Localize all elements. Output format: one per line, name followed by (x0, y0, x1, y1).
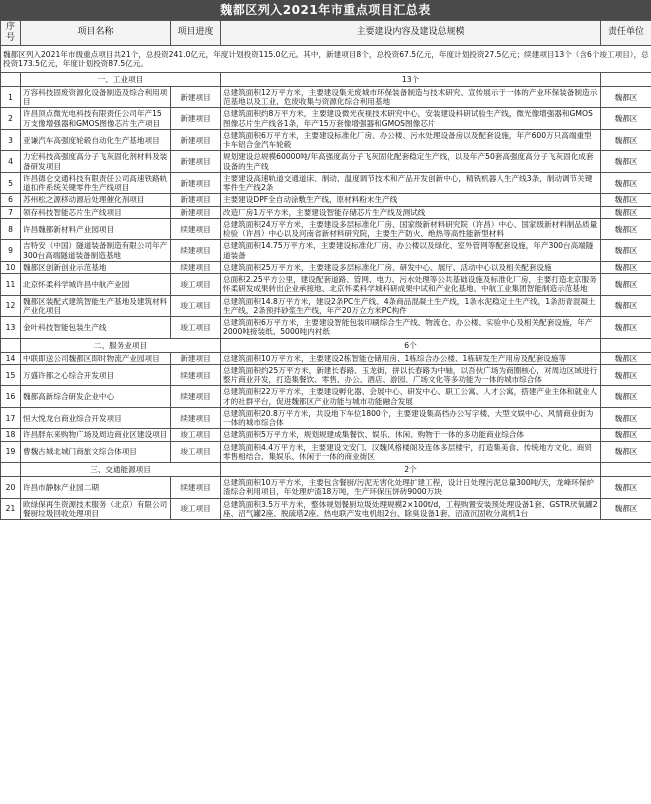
row-number: 13 (1, 317, 21, 339)
project-table (0, 20, 651, 520)
responsible-unit: 魏都区 (601, 295, 651, 317)
project-content: 总建筑面积10万平方米，主要建设2栋智能仓储用房、1栋综合办公楼、1栋研发生产用房及配套设施等 (221, 352, 601, 364)
project-name: 吉特安（中国）隧道装备制造有限公司年产300台高端隧道装备制造基地 (21, 240, 171, 262)
header-dept: 责任单位 (601, 21, 651, 46)
project-stage: 竣工项目 (171, 441, 221, 463)
table-row (1, 108, 651, 130)
row-number: 16 (1, 386, 21, 408)
responsible-unit: 魏都区 (601, 364, 651, 386)
table-row (1, 407, 651, 429)
project-stage: 竣工项目 (171, 498, 221, 520)
header-row (1, 21, 651, 46)
project-stage: 新建项目 (171, 172, 221, 194)
responsible-unit: 魏都区 (601, 172, 651, 194)
section-spacer (601, 72, 651, 86)
table-row (1, 206, 651, 218)
project-name: 万容科技固废资源化设备制造及综合利用项目 (21, 86, 171, 108)
row-number: 19 (1, 441, 21, 463)
header-stage: 项目进度 (171, 21, 221, 46)
responsible-unit: 魏都区 (601, 317, 651, 339)
row-number: 4 (1, 151, 21, 173)
table-row (1, 295, 651, 317)
row-number: 21 (1, 498, 21, 520)
responsible-unit: 魏都区 (601, 352, 651, 364)
table-title: 魏都区列入2021年市重点项目汇总表 (0, 0, 651, 20)
project-stage: 新建项目 (171, 151, 221, 173)
project-stage: 新建项目 (171, 194, 221, 206)
row-number: 20 (1, 477, 21, 499)
row-number: 2 (1, 108, 21, 130)
project-name: 魏都高新综合研发企业中心 (21, 386, 171, 408)
project-content: 总建筑面积12万平方米，主要建设集无废城市环保装备制造与技术研究、宣传展示于一体的产业环保装备制造示范基地以及工业、危废收集与资源化综合利用基地 (221, 86, 601, 108)
section-count: 2个 (221, 463, 601, 477)
row-number: 10 (1, 261, 21, 273)
section-name: 二、服务业项目 (21, 338, 221, 352)
row-number: 7 (1, 206, 21, 218)
table-row (1, 386, 651, 408)
project-name: 金叶科技智能包装生产线 (21, 317, 171, 339)
table-row (1, 498, 651, 520)
section-row (1, 463, 651, 477)
project-name: 曹魏古城北城门商旅文综合体项目 (21, 441, 171, 463)
project-content: 规划建设总规模60000吨/年高强度高分子飞灰固化配套稳定生产线，以及年产50套高强度高分子飞灰固化成套设备的生产线 (221, 151, 601, 173)
section-spacer (1, 463, 21, 477)
row-number: 14 (1, 352, 21, 364)
row-number: 12 (1, 295, 21, 317)
table-row (1, 240, 651, 262)
responsible-unit: 魏都区 (601, 129, 651, 151)
summary-text: 魏都区列入2021年市级重点项目共21个，总投资241.0亿元，年度计划投资115.0亿元。其中，新建项目8个，总投资67.5亿元，年度计划投资27.5亿元；续建项目13个（含6个竣工项目），总投资173.5亿元，年度计划投资87.5亿元。 (1, 45, 651, 72)
section-spacer (1, 338, 21, 352)
project-content: 总面积2.25平方公里，建设配套道路、管网、电力、污水处理等公共基础设施及标准化厂房，主要打造北京服务怀柔研发成果转出企业承接地、北京怀柔科学城科研成果中试和产业化基地、中航工业集团智能制造示范基地 (221, 274, 601, 296)
responsible-unit: 魏都区 (601, 240, 651, 262)
project-name: 魏都区装配式建筑智能生产基地及建筑材料产业化项目 (21, 295, 171, 317)
row-number: 15 (1, 364, 21, 386)
responsible-unit: 魏都区 (601, 429, 651, 441)
project-content: 总建筑面积约8万平方米，主要建设微光夜视技术研究中心，安装建设科研试验生产线，微光像增强器和GMOS图像芯片生产线各1条，年产15万套像增强器和GMOS图像芯片 (221, 108, 601, 130)
responsible-unit: 魏都区 (601, 407, 651, 429)
responsible-unit: 魏都区 (601, 218, 651, 240)
table-row (1, 364, 651, 386)
responsible-unit: 魏都区 (601, 441, 651, 463)
table-row (1, 194, 651, 206)
project-name: 力宏科技高强度高分子飞灰固化剂材料及装备研发项目 (21, 151, 171, 173)
section-spacer (601, 463, 651, 477)
project-name: 许昌市静脉产业园二期 (21, 477, 171, 499)
row-number: 9 (1, 240, 21, 262)
responsible-unit: 魏都区 (601, 194, 651, 206)
table-row (1, 261, 651, 273)
project-content: 总建筑面积5万平方米，规划规建成集餐饮、娱乐、休闲、购物于一体的多功能商业综合体 (221, 429, 601, 441)
responsible-unit: 魏都区 (601, 86, 651, 108)
project-name: 许昌胖东来购物广场及周边商业区建设项目 (21, 429, 171, 441)
project-stage: 新建项目 (171, 352, 221, 364)
project-stage: 续建项目 (171, 364, 221, 386)
section-row (1, 72, 651, 86)
section-count: 13个 (221, 72, 601, 86)
project-stage: 竣工项目 (171, 274, 221, 296)
row-number: 17 (1, 407, 21, 429)
project-name: 恒大悦龙台商业综合开发项目 (21, 407, 171, 429)
section-name: 一、工业项目 (21, 72, 221, 86)
project-stage: 竣工项目 (171, 295, 221, 317)
table-row (1, 317, 651, 339)
responsible-unit: 魏都区 (601, 108, 651, 130)
project-content: 总建筑面积14.75万平方米，主要建设标准化厂房、办公楼以及绿化、室外管网等配套设施，年产300台高端隧道装备 (221, 240, 601, 262)
project-content: 改造厂房1万平方米，主要建设智能存储芯片生产线及测试线 (221, 206, 601, 218)
header-content: 主要建设内容及建设总规模 (221, 21, 601, 46)
project-name: 欧绿保再生资源技术服务（北京）有限公司餐厨垃圾回收处理项目 (21, 498, 171, 520)
responsible-unit: 魏都区 (601, 498, 651, 520)
project-stage: 续建项目 (171, 407, 221, 429)
table-body (1, 45, 651, 519)
project-stage: 续建项目 (171, 240, 221, 262)
responsible-unit: 魏都区 (601, 261, 651, 273)
table-row (1, 218, 651, 240)
project-stage: 竣工项目 (171, 317, 221, 339)
project-name: 北京怀柔科学城许昌中航产业园 (21, 274, 171, 296)
project-content: 总建筑面积10万平方米，主要包含餐厨/污泥无害化处理扩建工程，设计日处理污泥总量300吨/天，龙峰环保炉渣综合利用项目，年处理炉渣18万吨，生产环保压饼砖9000万块 (221, 477, 601, 499)
project-stage: 续建项目 (171, 477, 221, 499)
project-content: 主要建设DPF全自动涂敷生产线、原材料粉末生产线 (221, 194, 601, 206)
summary-row (1, 45, 651, 72)
project-name: 亚谦汽车高强度轮毂自动化生产基地项目 (21, 129, 171, 151)
table-row (1, 274, 651, 296)
project-stage: 续建项目 (171, 261, 221, 273)
header-no: 序号 (1, 21, 21, 46)
project-stage: 续建项目 (171, 218, 221, 240)
section-row (1, 338, 651, 352)
project-stage: 新建项目 (171, 206, 221, 218)
responsible-unit: 魏都区 (601, 206, 651, 218)
row-number: 6 (1, 194, 21, 206)
project-content: 总建筑面积14.8万平方米，建设2条PC生产线、4条商品混凝土生产线，1条水泥稳定土生产线，1条沥青混凝土生产线，2条预拌砂浆生产线，年产20万立方米PC构件 (221, 295, 601, 317)
project-name: 许昌德仑交通科技有限责任公司高速铁路轨道扣件系统关键零件生产线项目 (21, 172, 171, 194)
project-content: 总建筑面积4.4万平方米，主要建设文安门、汉魏风格楼阁及连体多层楼宇，打造集美食、传统地方文化、商贸零售相结合、集娱乐、休闲于一体的商业街区 (221, 441, 601, 463)
table-row (1, 441, 651, 463)
project-content: 总建筑面积3.5万平方米，整体规划餐厨垃圾处理规模2×100t/d，工程购置安装预处理设备1套、GSTR厌氧罐2座、沼气罐2座、脱硫塔2座、热电联产发电机组2台、除臭设备1套、沼渣沉固收分离机1台 (221, 498, 601, 520)
section-name: 三、交通能源项目 (21, 463, 221, 477)
project-content: 总建筑面积约25万平方米，新建长春路、玉龙街，拼以长春路为中轴，以吾伙广场为商圈核心，对周边区域进行整片商业开发，打造集餐饮、零售、办公、酒店、游园、广场文化等多功能为一体的城市综合体 (221, 364, 601, 386)
table-row (1, 172, 651, 194)
project-name: 许昌顶点微光电科技有限责任公司年产15万支像增强器和GMOS图像芯片生产项目 (21, 108, 171, 130)
project-name: 魏都区创新创业示范基地 (21, 261, 171, 273)
row-number: 8 (1, 218, 21, 240)
project-content: 总建筑面积6万平方米，主要建设智能包装印刷综合生产线、物流仓、办公楼、实验中心及相关配套设施，年产2000吨接装纸、5000吨内衬纸 (221, 317, 601, 339)
row-number: 5 (1, 172, 21, 194)
table-row (1, 151, 651, 173)
project-content: 总建筑面积22万平方米，主要建设孵化器、会展中心、研发中心、职工公寓、人才公寓，搭建产业主体和就业人才的社群平台，促进魏都区产业功能与城市功能融合发展 (221, 386, 601, 408)
responsible-unit: 魏都区 (601, 274, 651, 296)
project-stage: 竣工项目 (171, 429, 221, 441)
project-content: 主要建设高速轨道交通道床、制动、温度调节技术和产品开发创新中心，精铣机器人生产线3条，制动调节关键零件生产线2条 (221, 172, 601, 194)
project-name: 中联即送公司魏都区即时物流产业园项目 (21, 352, 171, 364)
header-name: 项目名称 (21, 21, 171, 46)
table-row (1, 429, 651, 441)
project-stage: 新建项目 (171, 86, 221, 108)
responsible-unit: 魏都区 (601, 477, 651, 499)
responsible-unit: 魏都区 (601, 386, 651, 408)
project-content: 总建筑面积24万平方米，主要建设多层标准化厂房、国家级新材料研究院（许昌）中心、国家级新材料制品质量检验（许昌）中心以及河南省新材料研究院，主要生产防火、绝热等高性能新型材料 (221, 218, 601, 240)
table-row (1, 86, 651, 108)
table-row (1, 477, 651, 499)
project-stage: 续建项目 (171, 386, 221, 408)
row-number: 18 (1, 429, 21, 441)
section-count: 6个 (221, 338, 601, 352)
table-row (1, 352, 651, 364)
project-content: 总建筑面积25万平方米，主要建设多层标准化厂房、研发中心、展厅、活动中心以及相关配套设施 (221, 261, 601, 273)
project-name: 领存科技智能芯片生产线项目 (21, 206, 171, 218)
section-spacer (601, 338, 651, 352)
row-number: 1 (1, 86, 21, 108)
project-stage: 新建项目 (171, 108, 221, 130)
row-number: 11 (1, 274, 21, 296)
project-name: 苏州松之源移动源后处理催化剂项目 (21, 194, 171, 206)
responsible-unit: 魏都区 (601, 151, 651, 173)
row-number: 3 (1, 129, 21, 151)
project-content: 总建筑面积6万平方米，主要建设标准化厂房、办公楼、污水处理设备房以及配套设施，年产600万只高端重型卡车铝合金汽车轮毂 (221, 129, 601, 151)
section-spacer (1, 72, 21, 86)
project-stage: 新建项目 (171, 129, 221, 151)
project-name: 许昌魏都新材料产业园项目 (21, 218, 171, 240)
project-content: 总建筑面积20.8万平方米，共设地下车位1800个，主要建设集高档办公写字楼、大型文娱中心、风情商业街为一体的城市综合体 (221, 407, 601, 429)
table-row (1, 129, 651, 151)
project-name: 万盛许都之心综合开发项目 (21, 364, 171, 386)
